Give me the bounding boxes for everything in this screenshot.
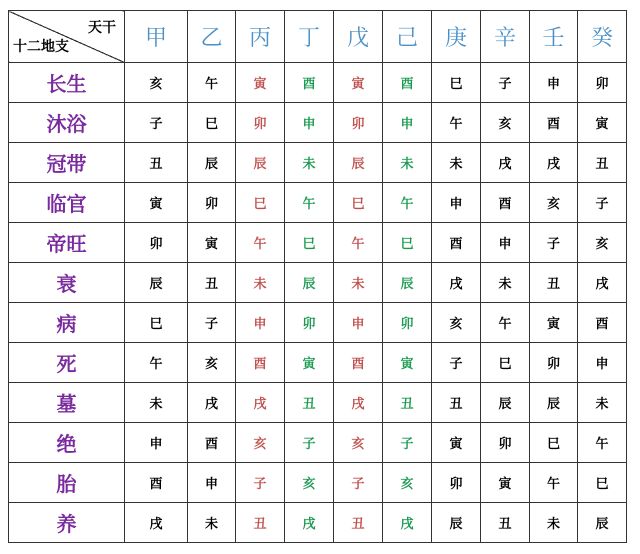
branch-cell: 午 (188, 63, 236, 103)
branch-cell: 寅 (383, 343, 432, 383)
branch-cell: 申 (188, 463, 236, 503)
branch-cell: 酉 (578, 303, 627, 343)
branch-cell: 巳 (481, 343, 530, 383)
branch-cell: 戌 (188, 383, 236, 423)
stage-label: 帝旺 (9, 223, 125, 263)
branch-cell: 午 (578, 423, 627, 463)
stage-label: 墓 (9, 383, 125, 423)
stage-label: 沐浴 (9, 103, 125, 143)
stem-header-2: 丙 (236, 11, 285, 63)
stem-header-1: 乙 (188, 11, 236, 63)
branch-cell: 巳 (285, 223, 334, 263)
branch-cell: 申 (432, 183, 481, 223)
branch-cell: 辰 (125, 263, 188, 303)
branch-cell: 午 (236, 223, 285, 263)
branch-cell: 午 (383, 183, 432, 223)
table-row (9, 503, 627, 543)
branch-cell: 丑 (383, 383, 432, 423)
branch-cell: 戌 (383, 503, 432, 543)
branch-cell: 戌 (334, 383, 383, 423)
branch-cell: 卯 (188, 183, 236, 223)
stage-label: 胎 (9, 463, 125, 503)
branch-cell: 辰 (334, 143, 383, 183)
branch-cell: 戌 (432, 263, 481, 303)
branch-cell: 巳 (578, 463, 627, 503)
branch-cell: 午 (125, 343, 188, 383)
branch-cell: 酉 (188, 423, 236, 463)
stem-header-4: 戊 (334, 11, 383, 63)
branch-cell: 申 (334, 303, 383, 343)
branch-cell: 丑 (481, 503, 530, 543)
branch-cell: 丑 (236, 503, 285, 543)
stem-header-0: 甲 (125, 11, 188, 63)
branch-cell: 子 (530, 223, 578, 263)
branch-cell: 巳 (125, 303, 188, 343)
branch-cell: 酉 (236, 343, 285, 383)
branch-cell: 未 (285, 143, 334, 183)
branch-cell: 亥 (578, 223, 627, 263)
branch-cell: 申 (125, 423, 188, 463)
stage-label: 衰 (9, 263, 125, 303)
branch-cell: 午 (481, 303, 530, 343)
table-row (9, 63, 627, 103)
branch-cell: 酉 (125, 463, 188, 503)
branch-cell: 巳 (236, 183, 285, 223)
stage-label: 长生 (9, 63, 125, 103)
branch-cell: 未 (383, 143, 432, 183)
branch-cell: 丑 (188, 263, 236, 303)
branch-cell: 戌 (125, 503, 188, 543)
branch-cell: 子 (285, 423, 334, 463)
branch-cell: 卯 (530, 343, 578, 383)
branch-cell: 亥 (334, 423, 383, 463)
branch-cell: 未 (188, 503, 236, 543)
branch-cell: 巳 (188, 103, 236, 143)
branch-cell: 戌 (481, 143, 530, 183)
branch-cell: 辰 (285, 263, 334, 303)
table-row (9, 303, 627, 343)
table-row (9, 263, 627, 303)
branch-cell: 未 (236, 263, 285, 303)
branch-cell: 午 (285, 183, 334, 223)
branch-cell: 寅 (481, 463, 530, 503)
branch-cell: 子 (432, 343, 481, 383)
branch-cell: 午 (530, 463, 578, 503)
branch-cell: 卯 (236, 103, 285, 143)
branch-cell: 巳 (334, 183, 383, 223)
branch-cell: 卯 (285, 303, 334, 343)
branch-cell: 未 (481, 263, 530, 303)
branch-cell: 申 (236, 303, 285, 343)
branch-cell: 寅 (432, 423, 481, 463)
stem-header-9: 癸 (578, 11, 627, 63)
stem-header-3: 丁 (285, 11, 334, 63)
branch-cell: 子 (188, 303, 236, 343)
branch-cell: 辰 (578, 503, 627, 543)
branch-cell: 酉 (481, 183, 530, 223)
header-row (9, 11, 627, 63)
branch-cell: 子 (481, 63, 530, 103)
branch-cell: 辰 (432, 503, 481, 543)
branch-cell: 卯 (432, 463, 481, 503)
branch-cell: 申 (481, 223, 530, 263)
branch-cell: 亥 (432, 303, 481, 343)
table-row (9, 383, 627, 423)
stem-header-8: 壬 (530, 11, 578, 63)
table-row (9, 463, 627, 503)
branch-cell: 亥 (236, 423, 285, 463)
branch-cell: 丑 (432, 383, 481, 423)
branch-cell: 辰 (236, 143, 285, 183)
branch-cell: 巳 (530, 423, 578, 463)
branch-cell: 酉 (334, 343, 383, 383)
branch-cell: 丑 (530, 263, 578, 303)
branch-cell: 辰 (383, 263, 432, 303)
branch-cell: 申 (530, 63, 578, 103)
table-row (9, 143, 627, 183)
table-row (9, 223, 627, 263)
branch-cell: 亥 (285, 463, 334, 503)
branch-cell: 酉 (285, 63, 334, 103)
branch-cell: 酉 (383, 63, 432, 103)
stage-label: 病 (9, 303, 125, 343)
table-row (9, 103, 627, 143)
branch-cell: 巳 (383, 223, 432, 263)
branch-cell: 寅 (125, 183, 188, 223)
stem-header-6: 庚 (432, 11, 481, 63)
branch-cell: 辰 (481, 383, 530, 423)
branch-cell: 未 (125, 383, 188, 423)
branch-cell: 寅 (334, 63, 383, 103)
branch-cell: 丑 (334, 503, 383, 543)
branch-cell: 卯 (334, 103, 383, 143)
branch-cell: 戌 (285, 503, 334, 543)
branch-cell: 辰 (188, 143, 236, 183)
branch-cell: 申 (285, 103, 334, 143)
branch-cell: 丑 (578, 143, 627, 183)
stage-label: 绝 (9, 423, 125, 463)
branch-cell: 子 (578, 183, 627, 223)
branch-cell: 寅 (530, 303, 578, 343)
branch-cell: 卯 (125, 223, 188, 263)
branch-cell: 未 (334, 263, 383, 303)
branch-cell: 亥 (530, 183, 578, 223)
branch-cell: 申 (383, 103, 432, 143)
branch-cell: 亥 (481, 103, 530, 143)
branch-cell: 寅 (285, 343, 334, 383)
corner-earthly-branches-label: 十二地支 (13, 39, 69, 55)
branch-cell: 子 (125, 103, 188, 143)
branch-cell: 巳 (432, 63, 481, 103)
branch-cell: 寅 (578, 103, 627, 143)
corner-heavenly-stems-label: 天干 (88, 20, 116, 36)
branch-cell: 寅 (188, 223, 236, 263)
stage-label: 死 (9, 343, 125, 383)
branch-cell: 子 (383, 423, 432, 463)
stage-label: 冠带 (9, 143, 125, 183)
table-row (9, 423, 627, 463)
branch-cell: 亥 (125, 63, 188, 103)
twelve-stages-table (8, 10, 627, 543)
branch-cell: 午 (334, 223, 383, 263)
branch-cell: 丑 (125, 143, 188, 183)
branch-cell: 酉 (530, 103, 578, 143)
stage-label: 养 (9, 503, 125, 543)
stem-header-7: 辛 (481, 11, 530, 63)
branch-cell: 寅 (236, 63, 285, 103)
stage-label: 临官 (9, 183, 125, 223)
table-row (9, 183, 627, 223)
branch-cell: 戌 (530, 143, 578, 183)
stem-header-5: 己 (383, 11, 432, 63)
branch-cell: 卯 (383, 303, 432, 343)
branch-cell: 子 (334, 463, 383, 503)
branch-cell: 辰 (530, 383, 578, 423)
branch-cell: 酉 (432, 223, 481, 263)
branch-cell: 未 (432, 143, 481, 183)
branch-cell: 丑 (285, 383, 334, 423)
branch-cell: 子 (236, 463, 285, 503)
branch-cell: 未 (578, 383, 627, 423)
branch-cell: 亥 (188, 343, 236, 383)
branch-cell: 午 (432, 103, 481, 143)
branch-cell: 卯 (481, 423, 530, 463)
table-row (9, 343, 627, 383)
branch-cell: 申 (578, 343, 627, 383)
branch-cell: 戌 (578, 263, 627, 303)
branch-cell: 戌 (236, 383, 285, 423)
branch-cell: 卯 (578, 63, 627, 103)
branch-cell: 未 (530, 503, 578, 543)
branch-cell: 亥 (383, 463, 432, 503)
corner-cell (9, 11, 125, 63)
